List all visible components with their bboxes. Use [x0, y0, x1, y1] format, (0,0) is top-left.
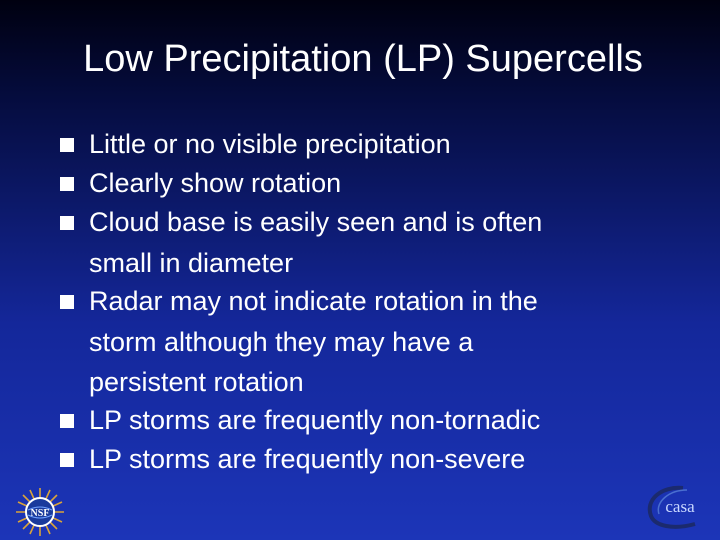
bullet-text-continued: persistent rotation — [89, 367, 304, 397]
square-bullet-icon — [60, 453, 74, 467]
bullet-text: LP storms are frequently non-tornadic — [89, 405, 541, 435]
bullet-list — [60, 124, 680, 478]
nsf-text: NSF — [30, 508, 50, 519]
casa-logo — [643, 484, 709, 532]
square-bullet-icon — [60, 216, 74, 230]
bullet-text-continued: small in diameter — [89, 248, 294, 278]
square-bullet-icon — [60, 295, 74, 309]
bullet-text: LP storms are frequently non-severe — [89, 444, 526, 474]
square-bullet-icon — [60, 177, 74, 191]
bullet-text: Little or no visible precipitation — [89, 129, 451, 159]
casa-text: casa — [665, 497, 695, 516]
nsf-logo — [14, 486, 66, 538]
bullet-item — [60, 439, 680, 480]
bullet-text: Cloud base is easily seen and is often — [89, 207, 543, 237]
square-bullet-icon — [60, 138, 74, 152]
square-bullet-icon — [60, 414, 74, 428]
bullet-text: Radar may not indicate rotation in the — [89, 286, 538, 316]
bullet-item — [60, 400, 680, 441]
bullet-text-continued: storm although they may have a — [89, 327, 474, 357]
slide-title: Low Precipitation (LP) Supercells — [83, 38, 643, 80]
bullet-text: Clearly show rotation — [89, 168, 342, 198]
bullet-item — [60, 202, 680, 283]
bullet-item — [60, 163, 680, 204]
bullet-item — [60, 281, 680, 402]
bullet-item — [60, 124, 680, 165]
